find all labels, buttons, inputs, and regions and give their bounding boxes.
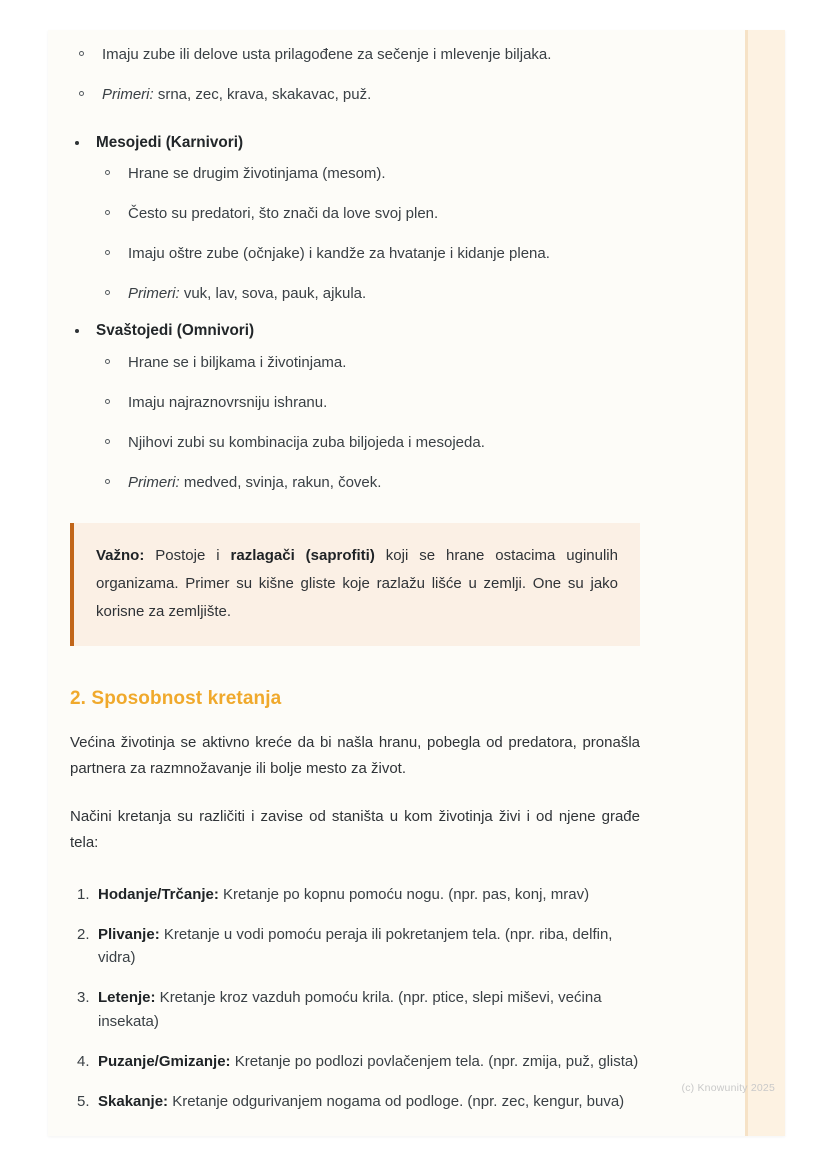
list-item-term: Letenje: bbox=[98, 989, 156, 1007]
circle-bullet-icon bbox=[79, 91, 84, 96]
list-item bbox=[96, 283, 662, 305]
list-item bbox=[70, 84, 662, 106]
list-item-number: 3. bbox=[77, 989, 90, 1007]
list-item-text: Hrane se drugim životinjama (mesom). bbox=[128, 165, 386, 183]
list-item bbox=[96, 392, 662, 414]
section-paragraph-1: Većina životinja se aktivno kreće da bi našla hranu, pobegla od predatora, pronašla partnera za razmnožavanje ili bolje mesto za život. bbox=[70, 733, 640, 777]
list-item bbox=[96, 472, 662, 494]
list-item-description: Kretanje po kopnu pomoću nogu. (npr. pas, konj, mrav) bbox=[218, 885, 590, 903]
diet-group-title: Mesojedi (Karnivori) bbox=[96, 133, 244, 151]
list-item-description: Kretanje odgurivanjem nogama od podloge. (npr. zec, kengur, buva) bbox=[168, 1093, 625, 1111]
list-item bbox=[70, 1090, 640, 1113]
list-item-text: Imaju najraznovrsniju ishranu. bbox=[128, 394, 328, 412]
list-item-number: 4. bbox=[77, 1052, 90, 1070]
circle-bullet-icon bbox=[105, 399, 110, 404]
circle-bullet-icon bbox=[105, 479, 110, 484]
list-item-text: Njihovi zubi su kombinacija zuba biljojeda i mesojeda. bbox=[128, 433, 485, 451]
section-heading: 2. Sposobnost kretanja bbox=[70, 687, 282, 709]
list-item bbox=[96, 163, 662, 185]
diet-group-omnivores bbox=[70, 320, 662, 493]
diet-group-carnivores bbox=[70, 132, 662, 305]
dot-bullet-icon bbox=[75, 329, 79, 333]
circle-bullet-icon bbox=[79, 51, 84, 56]
list-item-description: Kretanje u vodi pomoću peraja ili pokretanjem tela. (npr. riba, delfin, vidra) bbox=[98, 925, 613, 967]
list-item-term: Skakanje: bbox=[98, 1093, 169, 1111]
list-item-text: srna, zec, krava, skakavac, puž. bbox=[157, 85, 372, 103]
section-paragraph-2: Načini kretanja su različiti i zavise od staništa u kom životinja živi i od njene građe tela: bbox=[70, 808, 640, 852]
list-item-term: Puzanje/Gmizanje: bbox=[98, 1052, 231, 1070]
list-item bbox=[70, 44, 662, 66]
list-item-text: vuk, lav, sova, pauk, ajkula. bbox=[183, 284, 367, 302]
list-item-text: medved, svinja, rakun, čovek. bbox=[183, 473, 382, 491]
list-item-number: 2. bbox=[77, 925, 90, 943]
list-item-text: Hrane se i biljkama i životinjama. bbox=[128, 354, 347, 372]
callout-lead: Važno: bbox=[96, 547, 145, 565]
list-item-term: Hodanje/Trčanje: bbox=[98, 885, 219, 903]
diet-group-sub-list bbox=[96, 352, 662, 493]
important-callout bbox=[70, 523, 640, 645]
list-item-text: Imaju zube ili delove usta prilagođene za sečenje i mlevenje biljaka. bbox=[102, 46, 552, 63]
example-label: Primeri: bbox=[102, 85, 154, 103]
list-item-description: Kretanje po podlozi povlačenjem tela. (npr. zmija, puž, glista) bbox=[230, 1052, 639, 1070]
dot-bullet-icon bbox=[75, 141, 79, 145]
example-label: Primeri: bbox=[128, 284, 180, 302]
list-item-number: 5. bbox=[77, 1093, 90, 1111]
list-item-number: 1. bbox=[77, 885, 90, 903]
callout-text-part1: Postoje i bbox=[144, 547, 231, 565]
list-item-text: Imaju oštre zube (očnjake) i kandže za hvatanje i kidanje plena. bbox=[128, 244, 550, 262]
callout-text bbox=[96, 542, 618, 625]
list-item bbox=[70, 883, 640, 906]
circle-bullet-icon bbox=[105, 210, 110, 215]
circle-bullet-icon bbox=[105, 439, 110, 444]
list-item-term: Plivanje: bbox=[98, 925, 160, 943]
document-page bbox=[48, 30, 785, 1136]
list-item-description: Kretanje kroz vazduh pomoću krila. (npr. ptice, slepi miševi, većina insekata) bbox=[98, 989, 602, 1030]
circle-bullet-icon bbox=[105, 250, 110, 255]
copyright-watermark: (c) Knowunity 2025 bbox=[681, 1082, 775, 1094]
list-item bbox=[96, 243, 662, 265]
callout-text-part2: koji se hrane ostacima uginulih organizama. Primer su kišne gliste koje razlažu lišće u zemlji. One su jako korisne za zemljište. bbox=[96, 547, 618, 620]
page-side-strip bbox=[748, 30, 785, 1136]
diet-group-sub-list bbox=[96, 163, 662, 304]
list-item bbox=[70, 1050, 640, 1073]
callout-strong-term: razlagači (saprofiti) bbox=[230, 547, 375, 565]
continued-sub-list bbox=[70, 44, 662, 106]
list-item bbox=[70, 923, 640, 970]
circle-bullet-icon bbox=[105, 359, 110, 364]
list-item bbox=[96, 203, 662, 225]
list-item bbox=[96, 352, 662, 374]
example-label: Primeri: bbox=[128, 473, 180, 491]
list-item bbox=[96, 432, 662, 454]
circle-bullet-icon bbox=[105, 290, 110, 295]
list-item-text: Često su predatori, što znači da love svoj plen. bbox=[128, 205, 439, 223]
movement-types-list bbox=[70, 883, 640, 1114]
circle-bullet-icon bbox=[105, 170, 110, 175]
list-item bbox=[70, 986, 640, 1033]
diet-group-title: Svaštojedi (Omnivori) bbox=[96, 322, 255, 340]
document-content bbox=[70, 30, 662, 1130]
diet-groups-list bbox=[70, 132, 662, 494]
